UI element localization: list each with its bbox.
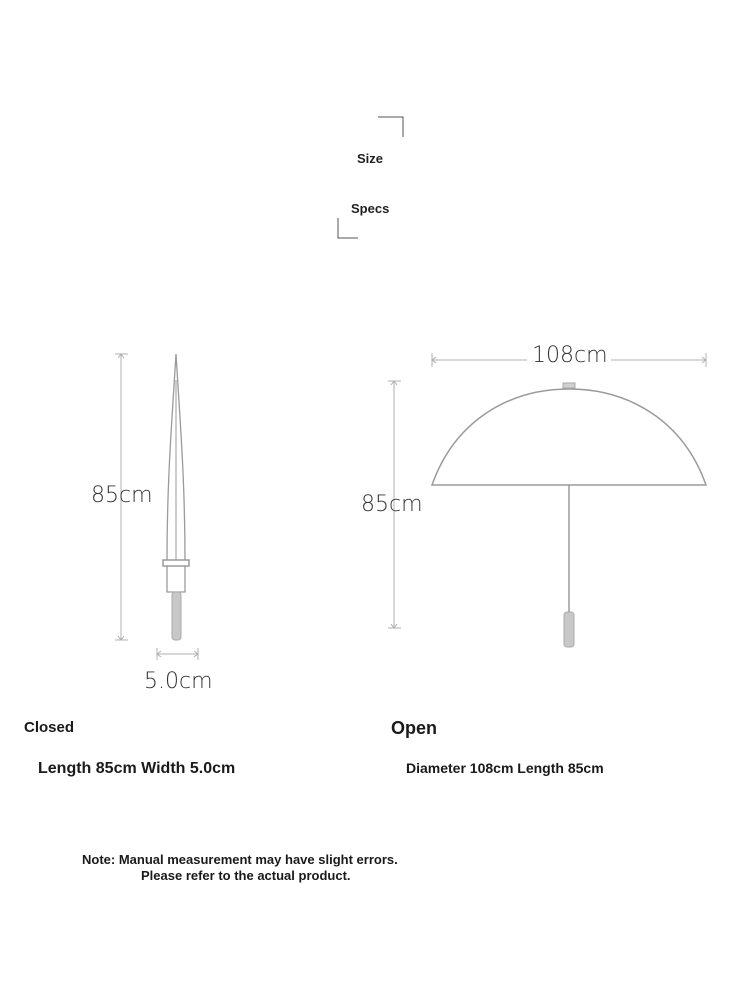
closed-width-dimension	[157, 648, 198, 660]
closed-length-label: 85cm	[91, 483, 153, 508]
closed-title: Closed	[24, 719, 75, 736]
open-umbrella-handle	[564, 612, 574, 647]
note-line-2: Please refer to the actual product.	[141, 868, 351, 883]
closed-spec: Length 85cm Width 5.0cm	[38, 760, 236, 777]
header-bracket-bottom-left	[338, 218, 358, 238]
open-title: Open	[391, 718, 438, 738]
header-bracket-top-right	[378, 117, 403, 137]
header-specs-label: Specs	[351, 201, 390, 216]
open-diameter-label: 108cm	[532, 343, 608, 368]
closed-umbrella-handle	[172, 592, 181, 640]
closed-width-label: 5.0cm	[144, 669, 213, 694]
open-length-label: 85cm	[361, 492, 423, 517]
header-size-label: Size	[357, 151, 384, 166]
open-umbrella-drawing	[432, 383, 706, 612]
open-spec: Diameter 108cm Length 85cm	[406, 760, 604, 776]
closed-umbrella-drawing	[163, 354, 189, 592]
note-line-1: Note: Manual measurement may have slight errors.	[82, 852, 398, 867]
